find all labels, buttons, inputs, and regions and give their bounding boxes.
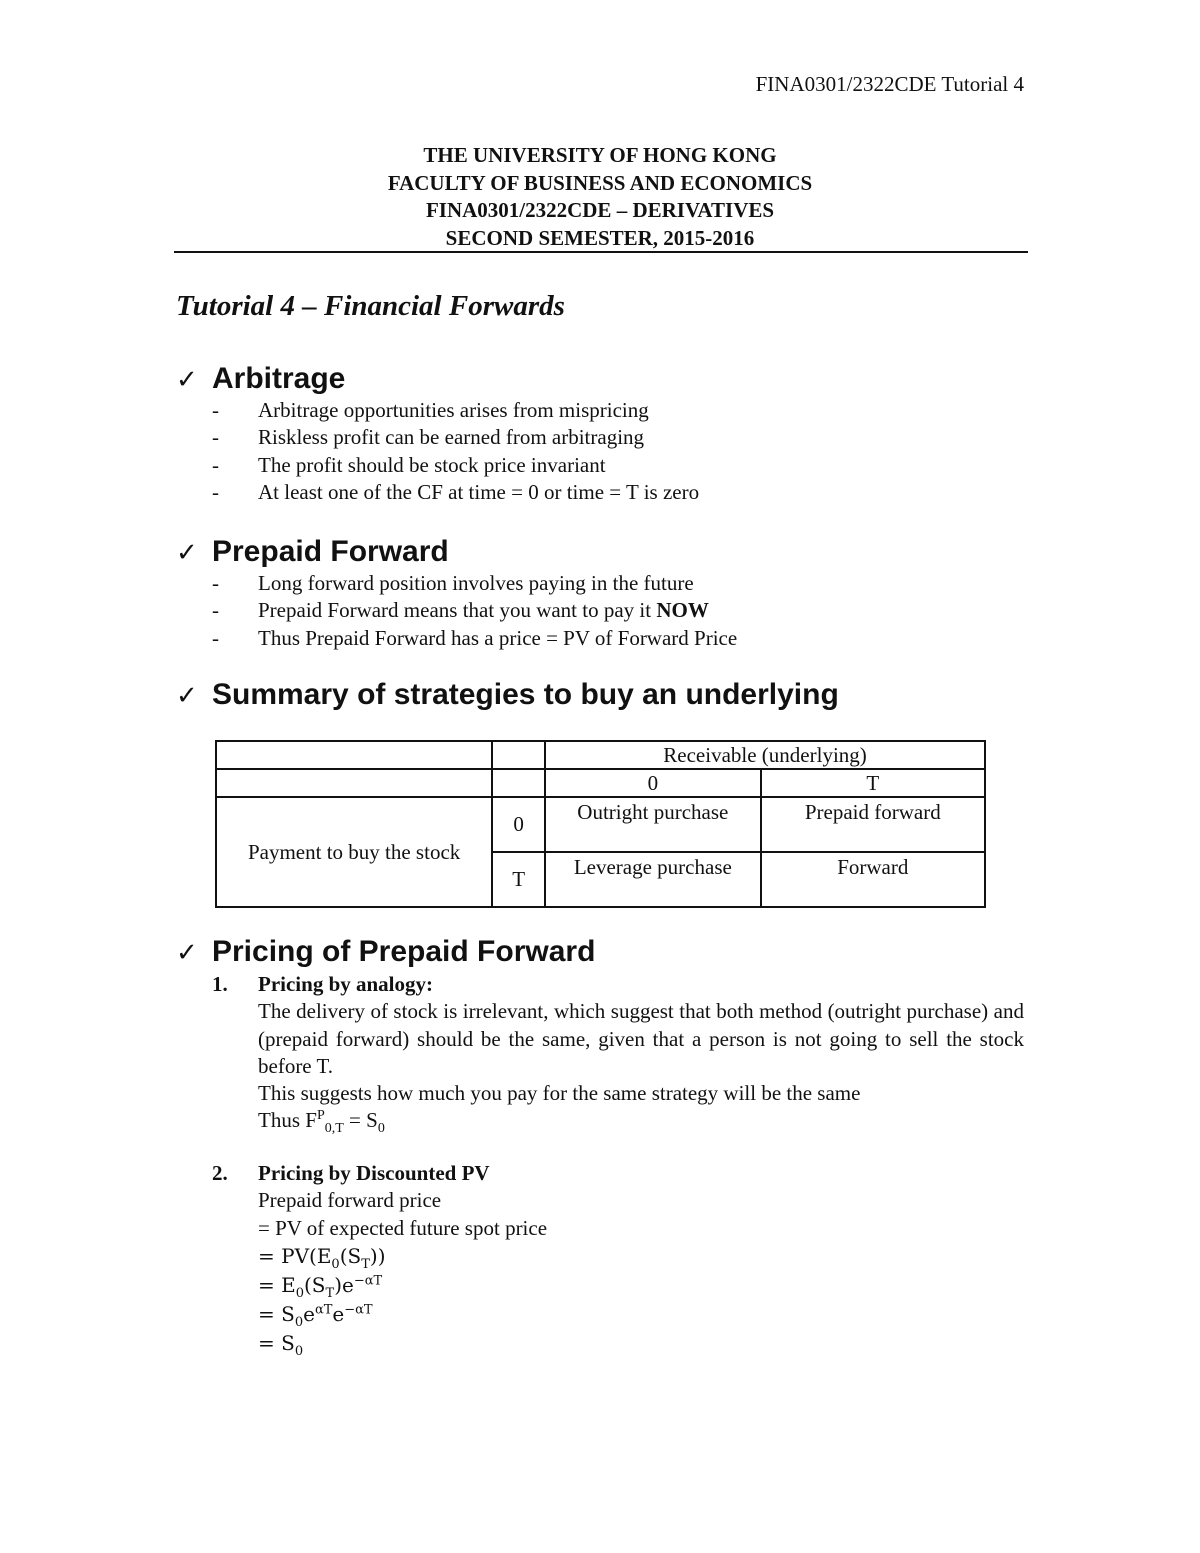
receivable-header: Receivable (underlying) (545, 741, 985, 769)
table-cell-empty (492, 741, 545, 769)
tutorial-title: Tutorial 4 – Financial Forwards (176, 290, 565, 322)
math-text: = S (258, 1330, 295, 1355)
payment-row-0: 0 (492, 797, 545, 852)
item-title: Pricing by analogy: (258, 972, 434, 996)
section-heading-text: Summary of strategies to buy an underlying (212, 678, 839, 711)
list-item (212, 625, 737, 652)
item-number: 2. (212, 1161, 228, 1185)
checkmark-icon: ✓ (176, 538, 198, 568)
math-sub: 0 (294, 1343, 304, 1359)
list-item-text: Prepaid Forward means that you want to pay it (258, 598, 657, 623)
math-sub: T (361, 1256, 370, 1272)
dash-bullet: - (212, 479, 219, 504)
list-item (212, 452, 699, 479)
math-sup: αT (314, 1302, 333, 1318)
list-item-text: Riskless profit can be earned from arbitraging (258, 425, 645, 450)
pv-line: Prepaid forward price (258, 1188, 442, 1213)
cell-forward: Forward (761, 852, 985, 907)
formula-sub: 0 (377, 1121, 385, 1137)
equation-line (258, 1300, 1024, 1329)
item-number: 1. (212, 972, 228, 996)
receivable-col-0: 0 (545, 769, 760, 797)
math-text: = S (258, 1301, 295, 1326)
math-text: )) (369, 1243, 386, 1268)
pricing-by-discounted-pv (212, 1160, 1024, 1358)
semester: SECOND SEMESTER, 2015-2016 (445, 225, 755, 250)
math-text: (S (304, 1272, 326, 1297)
section-heading-prepaid-forward (176, 535, 449, 569)
university-name: THE UNIVERSITY OF HONG KONG (423, 143, 777, 167)
analogy-formula (258, 1107, 1024, 1137)
math-sup: −αT (353, 1273, 383, 1289)
math-text: e (303, 1301, 315, 1326)
table-cell-empty (216, 741, 492, 769)
header-rule (174, 251, 1028, 253)
course-name: FINA0301/2322CDE – DERIVATIVES (425, 198, 775, 222)
table-cell-empty (216, 769, 492, 797)
cell-leverage-purchase: Leverage purchase (545, 852, 760, 907)
formula-text: = S (343, 1108, 378, 1133)
dash-bullet: - (212, 625, 219, 650)
checkmark-icon: ✓ (176, 365, 198, 395)
section-heading-pricing (176, 935, 595, 969)
table-row (216, 769, 985, 797)
faculty-name: FACULTY OF BUSINESS AND ECONOMICS (387, 170, 813, 195)
list-item-text: Thus Prepaid Forward has a price = PV of Forward Price (258, 625, 738, 650)
equation-line (258, 1271, 1024, 1300)
list-item (212, 597, 737, 624)
arbitrage-list (212, 397, 699, 506)
analogy-paragraph: The delivery of stock is irrelevant, which suggest that both method (outright purchase) and (prepaid forward) should be the same, given that a person is not going to sell the stock before T. (258, 999, 1024, 1078)
payment-row-label: Payment to buy the stock (216, 797, 492, 907)
math-text: = PV(E (258, 1243, 332, 1268)
strategies-table (215, 740, 986, 908)
pv-line: = PV of expected future spot price (258, 1215, 548, 1240)
dash-bullet: - (212, 425, 219, 450)
formula-sup: P (316, 1108, 325, 1124)
section-heading-text: Prepaid Forward (212, 535, 449, 568)
list-item-text: Long forward position involves paying in the future (258, 571, 694, 595)
list-item (212, 479, 699, 506)
dash-bullet: - (212, 598, 219, 623)
math-text: )e (334, 1272, 354, 1297)
receivable-col-T: T (761, 769, 985, 797)
math-sup: −αT (344, 1302, 373, 1318)
math-text: = E (258, 1272, 296, 1297)
table-cell-empty (492, 769, 545, 797)
section-heading-summary (176, 678, 839, 712)
item-title: Pricing by Discounted PV (258, 1161, 490, 1185)
formula-text: Thus F (258, 1108, 317, 1133)
section-heading-text: Pricing of Prepaid Forward (212, 935, 596, 968)
formula-sub: 0,T (324, 1121, 344, 1137)
cell-prepaid-forward: Prepaid forward (761, 797, 985, 852)
checkmark-icon: ✓ (176, 938, 198, 968)
list-item (212, 424, 699, 451)
math-sub: 0 (295, 1285, 304, 1301)
pricing-by-analogy (212, 971, 1024, 1135)
list-item-text: At least one of the CF at time = 0 or time = T is zero (258, 479, 700, 504)
prepaid-list (212, 570, 737, 652)
checkmark-icon: ✓ (176, 681, 198, 711)
list-item-text: The profit should be stock price invariant (258, 452, 606, 477)
list-item (212, 397, 699, 424)
equation-line (258, 1242, 1024, 1271)
math-text: (S (339, 1243, 362, 1268)
dash-bullet: - (212, 452, 219, 477)
cell-outright-purchase: Outright purchase (545, 797, 760, 852)
list-item-text: Arbitrage opportunities arises from mispricing (258, 398, 649, 422)
section-heading-text: Arbitrage (212, 362, 346, 395)
math-sub: 0 (331, 1256, 340, 1272)
payment-row-T: T (492, 852, 545, 907)
section-heading-arbitrage (176, 362, 345, 396)
institution-block (0, 142, 1200, 252)
equation-line (258, 1329, 1024, 1358)
math-sub: 0 (294, 1314, 304, 1330)
analogy-line: This suggests how much you pay for the same strategy will be the same (258, 1081, 861, 1106)
list-item (212, 570, 737, 597)
dash-bullet: - (212, 571, 219, 595)
table-row (216, 741, 985, 769)
math-text: e (332, 1301, 345, 1326)
running-header: FINA0301/2322CDE Tutorial 4 (755, 72, 1024, 96)
emphasis-now: NOW (656, 598, 709, 623)
math-sub: T (325, 1285, 335, 1301)
dash-bullet: - (212, 398, 219, 422)
table-row (216, 797, 985, 852)
